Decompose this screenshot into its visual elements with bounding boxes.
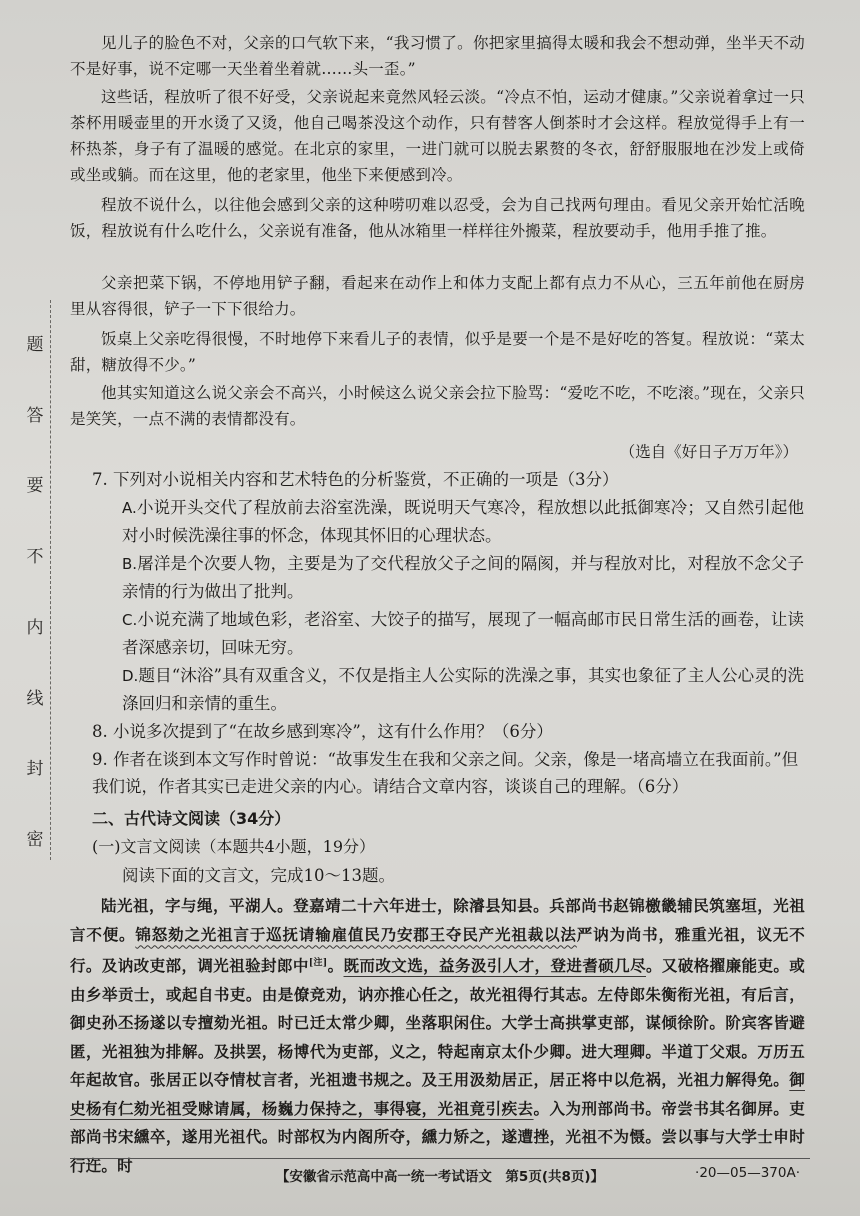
story-paragraph-2: 这些话，程放听了很不好受，父亲说起来竟然风轻云淡。“冷点不怕，运动才健康。”父亲说着拿过一只茶杯用暖壶里的开水烫了又烫，他自己喝茶没这个动作，只有替客人倒茶时才会这样。程放觉得手上有一杯热茶，身子有了温暖的感觉。在北京的家里，一进门就可以脱去累赘的冬衣，舒舒服服地在沙发上或倚或坐或躺。而在这里，他的老家里，他坐下来便感到冷。 — [70, 88, 805, 184]
story-source: （选自《好日子万万年》） — [619, 443, 798, 461]
story-paragraph-1: 见儿子的脸色不对，父亲的口气软下来，“我习惯了。你把家里搞得太暖和我会不想动弹，坐半天不动不是好事，说不定哪一天坐着坐着就……头一歪。” — [70, 34, 805, 78]
passage-text: 。 — [327, 956, 344, 976]
question-9: 9. 作者在谈到本文写作时曾说：“故事发生在我和父亲之间。父亲，像是一堵高墙立在我面前。”但我们说，作者其实已走进父亲的内心。请结合文章内容，谈谈自己的理解。（6分） — [92, 750, 799, 796]
footer-code: ·20—05—370A· — [695, 1165, 800, 1181]
margin-char: 不 — [26, 547, 44, 568]
page-footer — [70, 1158, 810, 1185]
option-label: C. — [122, 611, 138, 629]
footer-title: 【安徽省示范高中高一统一考试语文 第5页(共8页)】 — [275, 1169, 605, 1185]
question-7-option-a — [122, 494, 804, 549]
underlined-sentence: 既而改文选，益务汲引人才，登进耆硕几尽 — [343, 956, 646, 976]
subsection-heading: (一)文言文阅读（本题共4小题，19分） — [92, 837, 376, 856]
margin-char: 要 — [26, 476, 44, 497]
question-7-option-b — [122, 550, 804, 605]
reading-instruction: 阅读下面的文言文，完成10～13题。 — [122, 866, 395, 885]
footnote-mark: [注] — [308, 958, 328, 968]
story-paragraph-5: 饭桌上父亲吃得很慢，不时地停下来看儿子的表情，似乎是要一个是不是好吃的答复。程放说：“菜太甜，糖放得不少。” — [70, 330, 805, 374]
margin-char: 题 — [26, 335, 44, 355]
option-label: A. — [122, 499, 137, 517]
margin-char: 封 — [26, 759, 44, 780]
option-text: 小说开头交代了程放前去浴室洗澡，既说明天气寒冷，程放想以此抵御寒冷；又自然引起他对小时候洗澡往事的怀念，体现其怀旧的心理状态。 — [122, 498, 804, 545]
option-label: D. — [122, 667, 139, 685]
question-7-stem: 7. 下列对小说相关内容和艺术特色的分析鉴赏，不正确的一项是（3分） — [92, 470, 619, 489]
margin-char: 内 — [26, 617, 44, 638]
option-text: 屠洋是个次要人物，主要是为了交代程放父子之间的隔阂，并与程放对比，对程放不念父子亲情的行为做出了批判。 — [122, 554, 804, 601]
story-paragraph-4: 父亲把菜下锅，不停地用铲子翻，看起来在动作上和体力支配上都有点力不从心，三五年前他在厨房里从容得很，铲子一下下很给力。 — [70, 274, 805, 318]
margin-char: 答 — [26, 405, 44, 426]
option-label: B. — [122, 555, 138, 573]
question-7-option-d — [122, 662, 804, 717]
story-paragraph-6: 他其实知道这么说父亲会不高兴，小时候这么说父亲会拉下脸骂：“爱吃不吃，不吃滚。”现在，父亲只是笑笑，一点不满的表情都没有。 — [70, 384, 805, 428]
option-text: 题目“沐浴”具有双重含义，不仅是指主人公实际的洗澡之事，其实也象征了主人公心灵的洗涤回归和亲情的重生。 — [122, 666, 804, 713]
wavy-underlined-sentence: 锦怒劾之光祖言于巡抚请输雇值民乃安郡王夺民产光祖裁以法 — [135, 924, 577, 944]
question-8: 8. 小说多次提到了“在故乡感到寒冷”，这有什么作用？（6分） — [92, 722, 553, 741]
section-heading: 二、古代诗文阅读（34分） — [92, 809, 291, 828]
margin-char: 线 — [26, 688, 44, 709]
margin-char: 密 — [26, 829, 44, 850]
passage-text: 。入为刑部尚书。帝尝书其名御屏。吏部尚书宋纁卒，遂用光祖代。时部权为内阁所夺，纁力矫之，遂遭挫，光祖不为慑。尝以事与大学士申时行迕。时 — [70, 1098, 805, 1175]
classical-passage — [70, 892, 805, 1180]
underlined-sentence: 御史杨有仁劾光祖受赇请属，杨巍力保持之，事得寝，光祖竟引疾去 — [70, 1070, 805, 1118]
passage-text: 陆光祖，字与绳，平湖人。登嘉靖二十六年进士，除濬县知县。兵部尚书赵锦檄畿辅民筑塞垣，光祖言不便。 — [70, 896, 805, 944]
passage-text: 。又破格擢廉能吏。或由乡举贡士，或起自书吏。由是僚竞劝，讷亦推心任之，故光祖得行其志。左侍郎朱衡衔光祖，有后言，御史孙丕扬遂以专擅劾光祖。时已迁太常少卿，坐落职闲住。大学士高拱掌吏部，谋倾徐阶。阶宾客皆避匿，光祖独为排解。及拱罢，杨博代为吏部，义之，特起南京太仆少卿。进大理卿。半道丁父艰。万历五年起故官。张居正以夺情杖言者，光祖遗书规之。及王用汲劾居正，居正将中以危祸，光祖力解得免。 — [70, 956, 805, 1090]
passage-text: 严讷为尚书，雅重光祖，议无不行。及讷改吏部，调光祖验封郎中 — [70, 924, 805, 976]
seal-line — [50, 300, 51, 860]
option-text: 小说充满了地域色彩，老浴室、大饺子的描写，展现了一幅高邮市民日常生活的画卷，让读者深感亲切，回味无穷。 — [122, 610, 804, 657]
question-7-option-c — [122, 606, 804, 661]
seal-margin-text — [22, 330, 48, 850]
story-paragraph-3: 程放不说什么，以往他会感到父亲的这种唠叨难以忍受，会为自己找两句理由。看见父亲开始忙活晚饭，程放说有什么吃什么，父亲说有准备，他从冰箱里一样样往外搬菜，程放要动手，他用手推了推。 — [70, 196, 805, 240]
